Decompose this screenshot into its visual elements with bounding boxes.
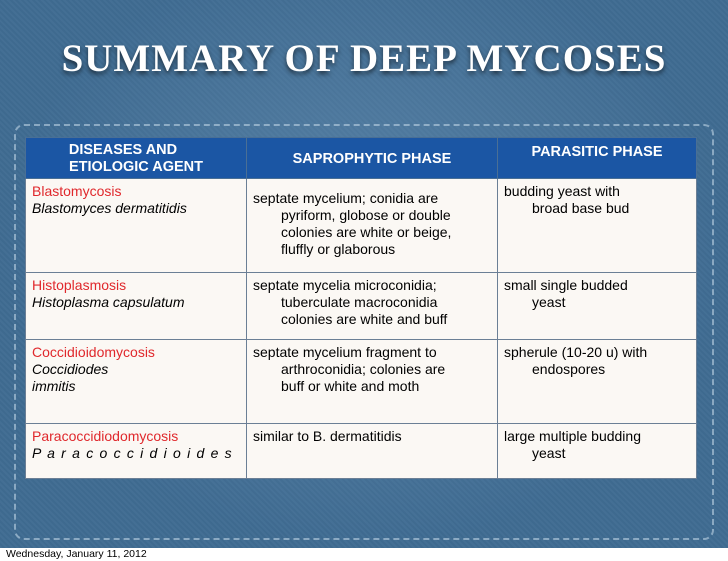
disease-name: Blastomycosis (32, 183, 122, 199)
etiologic-agent: Histoplasma capsulatum (32, 294, 185, 310)
cell-line: spherule (10-20 u) with (504, 344, 648, 360)
cell-line: similar to B. dermatitidis (253, 428, 402, 444)
cell-line: septate mycelium; conidia are (253, 190, 439, 206)
cell-line: yeast (532, 445, 566, 461)
disease-name: Paracoccidiodomycosis (32, 428, 179, 444)
disease-cell (26, 424, 247, 479)
parasitic-cell (498, 340, 697, 424)
slide-title: SUMMARY OF DEEP MYCOSES (61, 37, 667, 80)
footer-date: Wednesday, January 11, 2012 (6, 548, 147, 560)
disease-cell (26, 179, 247, 273)
table-row (26, 179, 697, 273)
cell-line: septate mycelia microconidia; (253, 277, 437, 293)
mycoses-table (25, 137, 697, 479)
header-line: ETIOLOGIC AGENT (69, 159, 203, 175)
cell-line: colonies are white or beige, (281, 224, 452, 240)
cell-line: budding yeast with (504, 183, 620, 199)
header-line: SAPROPHYTIC PHASE (292, 151, 452, 167)
etiologic-agent: P a r a c o c c i d i o i d e s (32, 445, 233, 461)
table-row (26, 340, 697, 424)
disease-name: Coccidioidomycosis (32, 344, 155, 360)
cell-line: tuberculate macroconidia (281, 294, 438, 310)
table-header-row (26, 138, 697, 179)
cell-line: endospores (532, 361, 606, 377)
saprophytic-cell (247, 424, 498, 479)
parasitic-cell (498, 179, 697, 273)
cell-line: broad base bud (532, 200, 630, 216)
cell-line: large multiple budding (504, 428, 641, 444)
header-line: PARASITIC PHASE (531, 144, 663, 160)
etiologic-agent: Coccidiodes (32, 361, 109, 377)
cell-line: buff or white and moth (281, 378, 420, 394)
saprophytic-cell (247, 273, 498, 340)
header-diseases (26, 138, 247, 179)
header-line: DISEASES AND (68, 142, 178, 158)
saprophytic-cell (247, 179, 498, 273)
header-parasitic (498, 138, 697, 179)
saprophytic-cell (247, 340, 498, 424)
header-saprophytic (247, 138, 498, 179)
parasitic-cell (498, 424, 697, 479)
cell-line: colonies are white and buff (281, 311, 448, 327)
cell-line: yeast (532, 294, 566, 310)
disease-cell (26, 273, 247, 340)
cell-line: fluffly or glaborous (281, 241, 396, 257)
table-row (26, 273, 697, 340)
cell-line: septate mycelium fragment to (253, 344, 437, 360)
cell-line: arthroconidia; colonies are (281, 361, 446, 377)
cell-line: small single budded (504, 277, 628, 293)
cell-line: pyriform, globose or double (281, 207, 451, 223)
etiologic-agent: Blastomyces dermatitidis (32, 200, 187, 216)
etiologic-agent: immitis (32, 378, 76, 394)
disease-name: Histoplasmosis (32, 277, 127, 293)
parasitic-cell (498, 273, 697, 340)
table-row (26, 424, 697, 479)
disease-cell (26, 340, 247, 424)
